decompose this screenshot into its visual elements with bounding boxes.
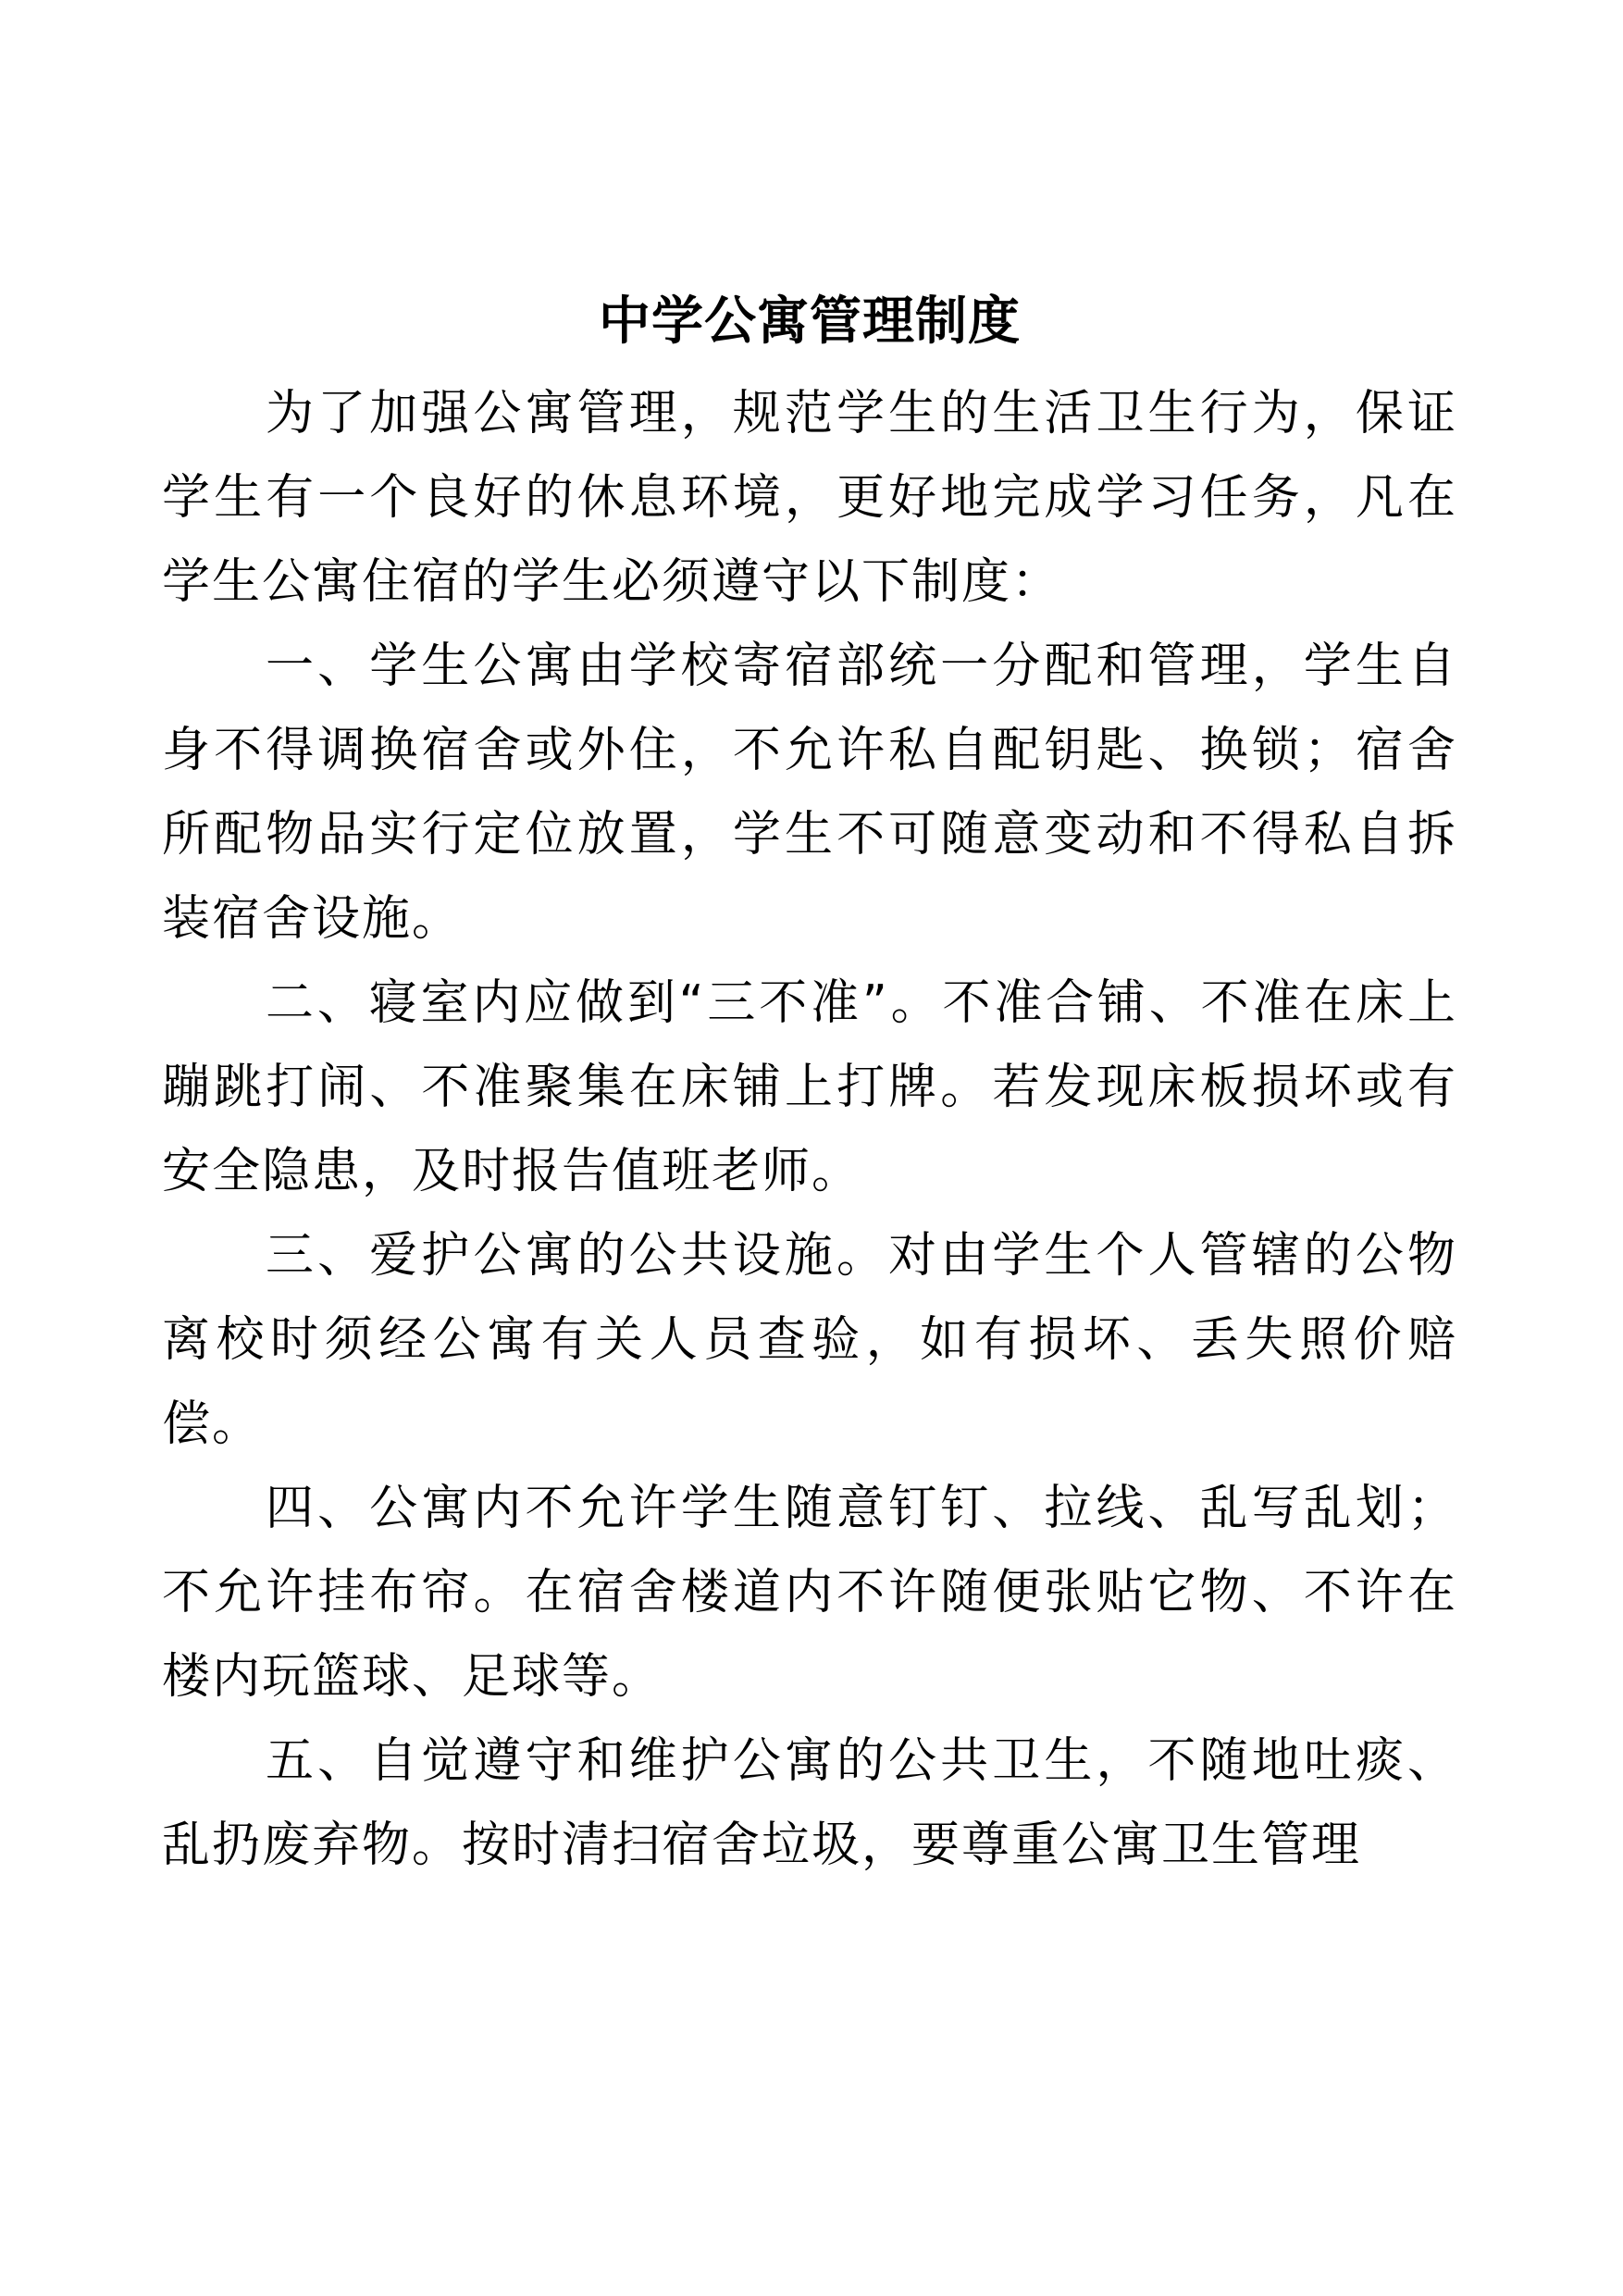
- rule-4-paragraph: 四、公寓内不允许学生随意钉钉、拉线、乱写乱划；不允许挂布帘。在宿舍楼道内不许随便张贴它物、不许在楼内玩篮球、足球等。: [162, 1481, 1457, 1705]
- document-body: [162, 278, 1457, 1888]
- rule-5-paragraph: 五、自觉遵守和维护公寓的公共卫生，不随地吐痰、乱扔废弃物。按时清扫宿舍垃圾，要尊重公寓卫生管理: [162, 1733, 1457, 1873]
- rule-3-paragraph: 三、爱护公寓的公共设施。对由学生个人管辖的公物离校时须经公寓有关人员查验，如有损坏、丢失照价赔偿。: [162, 1228, 1457, 1452]
- rule-2-paragraph: 二、寝室内应做到“三不准”。不准合铺、不准在床上蹦跳打闹、不准聚集在床铺上打牌。若发现床板损坏或有安全隐患，及时报告值班老师。: [162, 975, 1457, 1199]
- rule-1-paragraph: 一、学生公寓由学校寄宿部统一分配和管理，学生自身不得调换宿舍或外住，不允许私自配钥匙、换锁；宿舍所配物品实行定位放置，学生不可随意变动和不得私自拆装宿舍设施。: [162, 639, 1457, 947]
- intro-paragraph: 为了加强公寓管理，规范学生的生活卫生行为，保证学生有一个良好的休息环境，更好地完成学习任务，凡在学生公寓住宿的学生必须遵守以下制度：: [162, 386, 1457, 610]
- document-title: 中学公寓管理制度: [599, 292, 1021, 352]
